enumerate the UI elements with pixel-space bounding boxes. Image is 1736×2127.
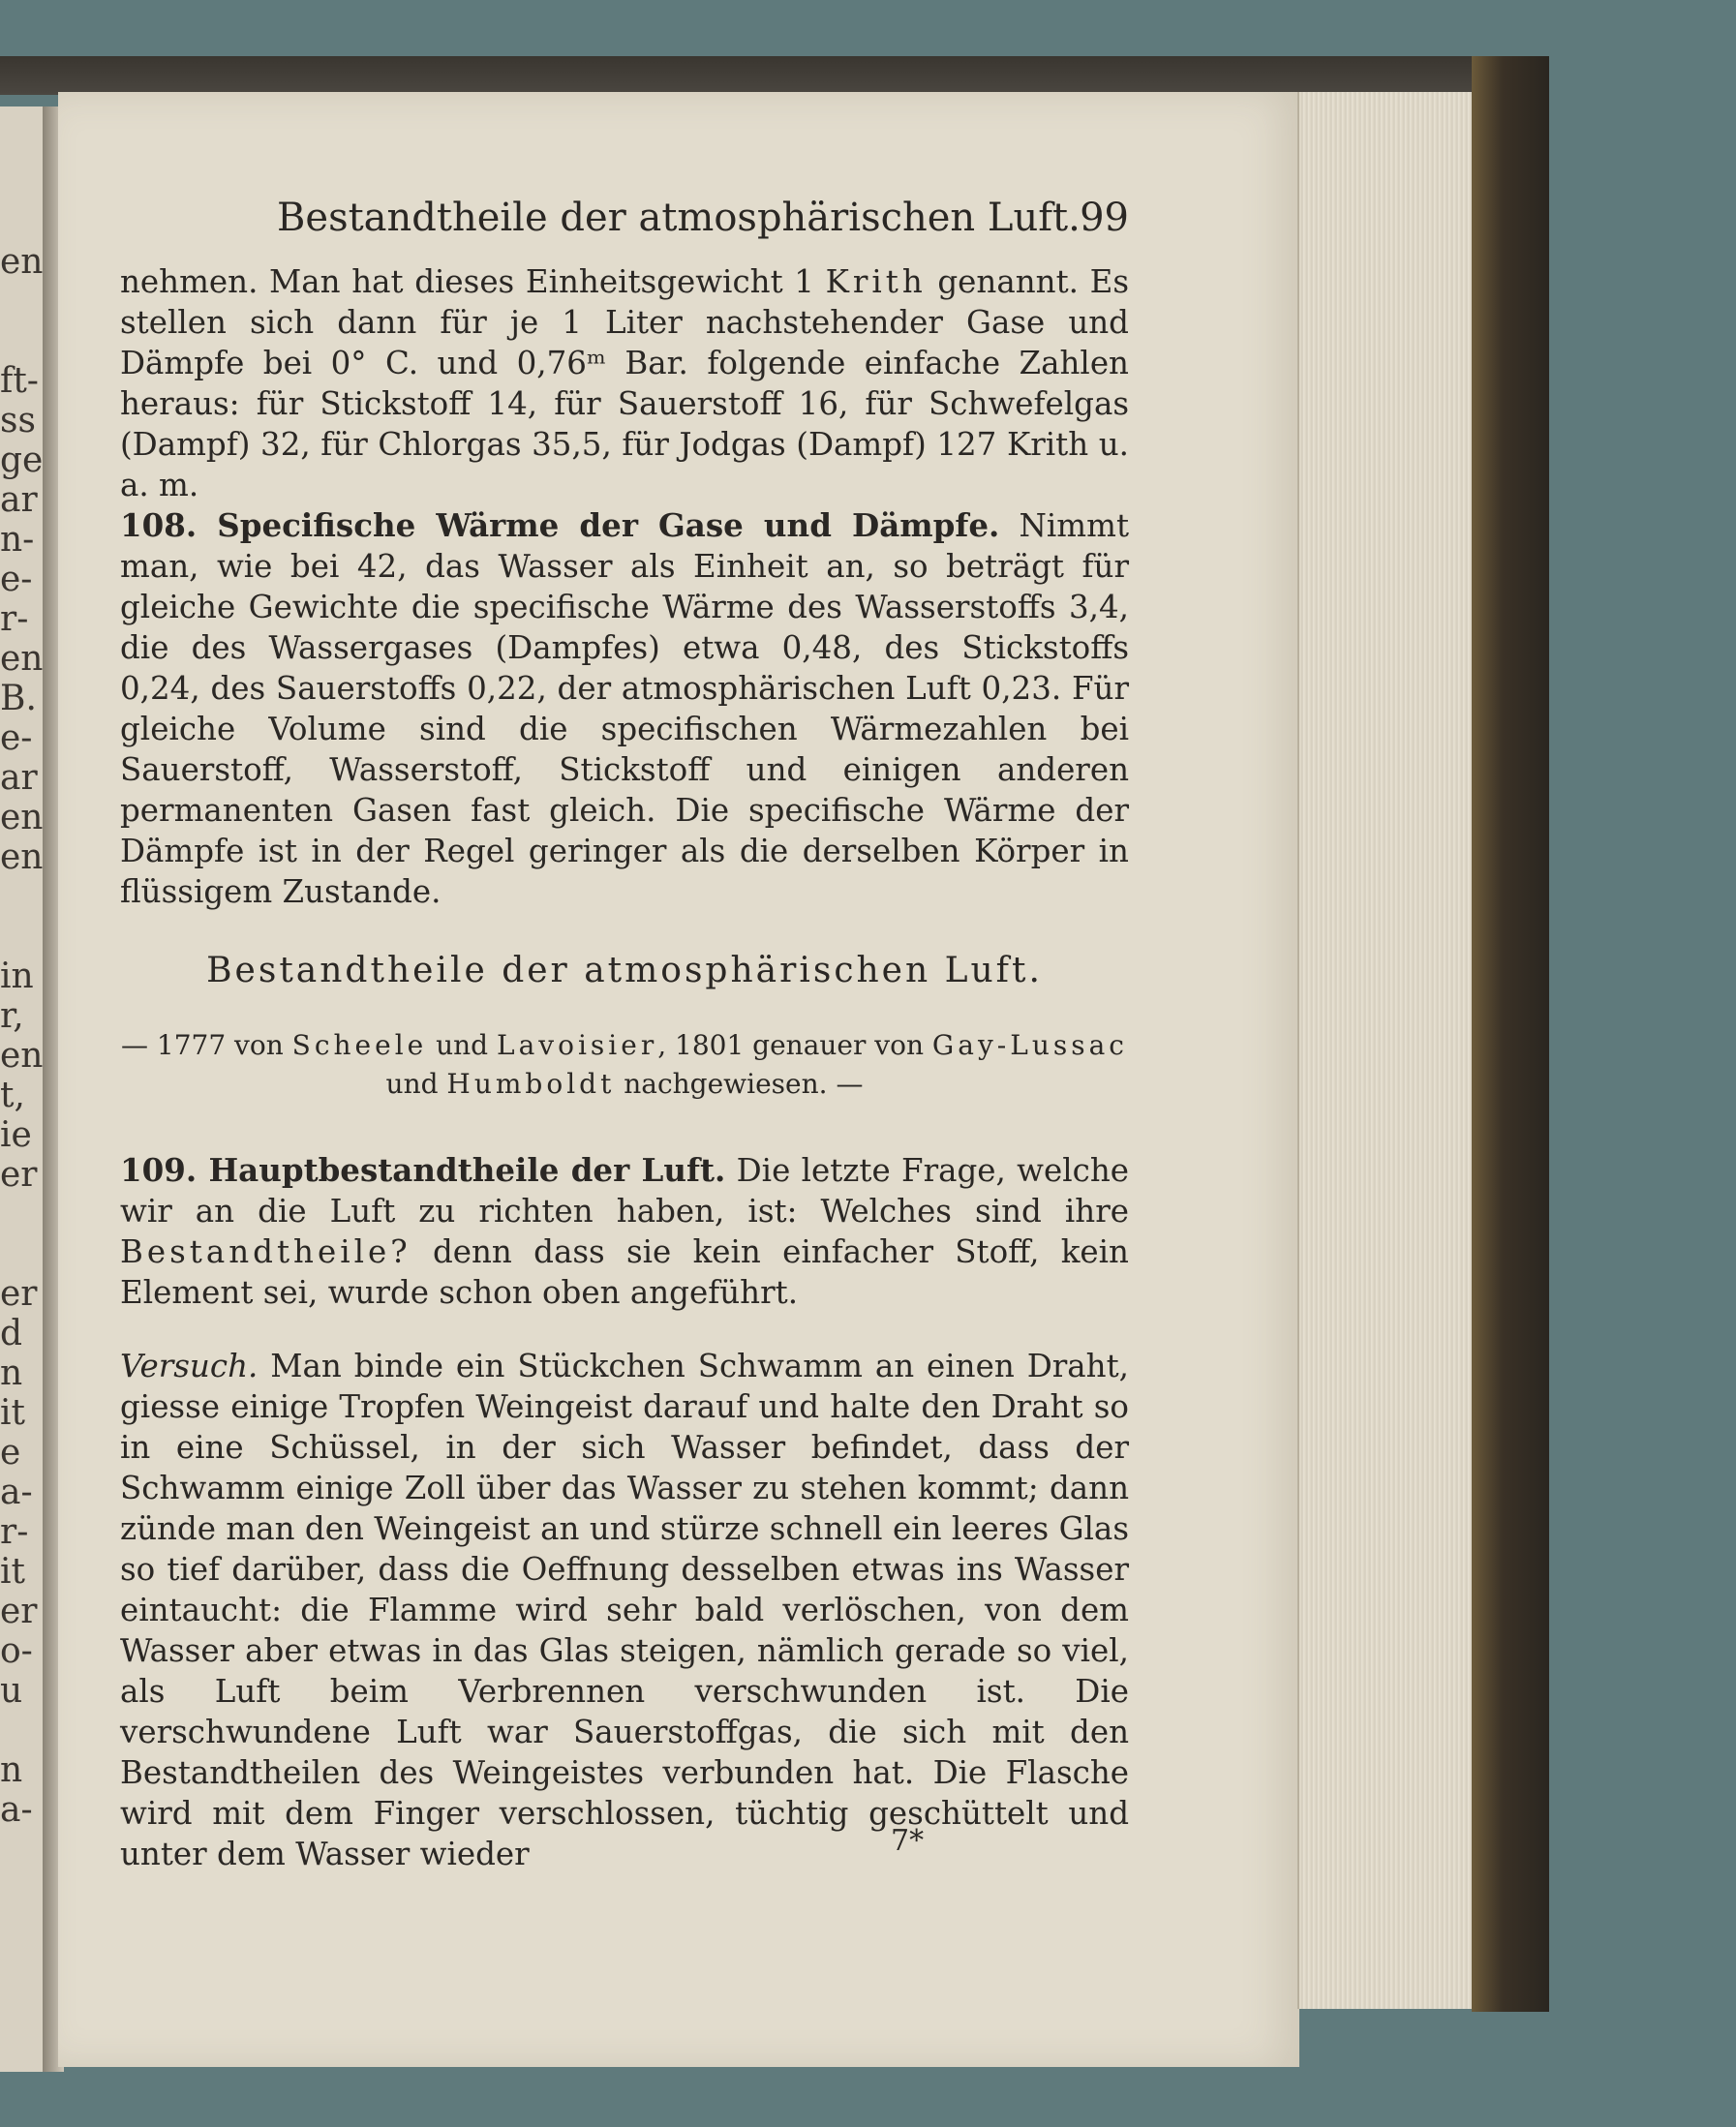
page-edges	[1297, 92, 1474, 2009]
left-page-fragment: o-	[0, 1631, 33, 1671]
paragraph-109-body: denn dass sie kein einfacher Stoff, kein Element sei, wurde schon oben angeführt.	[120, 1233, 1129, 1311]
left-page-fragment: B.	[0, 679, 37, 718]
section-subtitle-line-2	[120, 1065, 1129, 1104]
left-page-fragment	[0, 1195, 46, 1234]
subtitle-text: , 1801 genauer von	[657, 1029, 932, 1061]
section-title: Bestandtheile der atmosphärischen Luft.	[206, 951, 1043, 990]
left-page-fragment: n	[0, 1353, 23, 1393]
running-header-title: Bestandtheile der atmosphärischen Luft.	[277, 196, 1081, 240]
left-page-fragment: en	[0, 639, 44, 679]
name-lavoisier: Lavoisier	[497, 1029, 658, 1061]
left-page-fragment: ie	[0, 1115, 32, 1155]
unit-krith: Krith	[825, 263, 927, 300]
left-page-fragment: r,	[0, 996, 24, 1036]
spaced-word: Bestandtheile?	[120, 1233, 411, 1270]
book-cover-top	[0, 56, 1549, 95]
left-page-fragment: e-	[0, 560, 33, 599]
left-page-fragment: e	[0, 1433, 21, 1473]
subtitle-text: nachgewiesen. —	[615, 1068, 864, 1100]
left-page-fragment	[0, 282, 46, 321]
versuch-body: Man binde ein Stückchen Schwamm an einen Draht, giesse einige Tropfen Weingeist darauf und halte den Draht so in eine Schüssel, in der sich Wasser befindet, dass der Schwamm einige Zoll über das Wasser zu stehen kommt; dann zünde man den Weingeist an und stürze schnell ein leeres Glas so tief darüber, dass die Oeffnung desselben etwas ins Wasser eintaucht: die Flamme wird sehr bald verlöschen, von dem Wasser aber etwas in das Glas steigen, nämlich gerade so viel, als Luft beim Verbrennen verschwunden ist. Die verschwundene Luft war Sauerstoffgas, die sich mit den Bestandtheilen des Weingeistes verbunden hat. Die Flasche wird mit dem Finger verschlossen, tüchtig geschüttelt und unter dem Wasser wieder	[120, 1348, 1129, 1872]
left-page-fragment: ss	[0, 401, 36, 441]
subtitle-text: und	[427, 1029, 498, 1061]
left-page-fragment: it	[0, 1552, 25, 1592]
name-scheele: Scheele	[291, 1029, 428, 1061]
name-gay-lussac: Gay-Lussac	[931, 1029, 1128, 1061]
left-page-fragment	[0, 917, 46, 957]
versuch-label: Versuch.	[120, 1348, 259, 1384]
left-page-fragment: a-	[0, 1473, 33, 1512]
left-page-fragment: n-	[0, 520, 35, 560]
paragraph-versuch	[120, 1346, 1129, 1874]
signature-mark: 7*	[891, 1824, 925, 1858]
left-page-fragment: r-	[0, 1512, 29, 1552]
left-page-fragment	[0, 1711, 46, 1750]
left-page-text-fragments	[0, 242, 46, 1830]
paragraph-109	[120, 1150, 1129, 1313]
paragraph-text: nehmen. Man hat dieses Einheitsgewicht 1	[120, 263, 826, 300]
left-page-fragment: er	[0, 1274, 38, 1314]
running-header	[120, 194, 1129, 242]
left-page-fragment: en	[0, 798, 44, 837]
left-page-fragment: ge	[0, 441, 44, 480]
section-subtitle	[120, 1026, 1129, 1104]
left-page-fragment: n	[0, 1750, 23, 1790]
paragraph-108	[120, 505, 1129, 912]
left-page-fragment: e-	[0, 718, 33, 758]
subtitle-text: — 1777 von	[120, 1029, 292, 1061]
left-page-fragment: en	[0, 242, 44, 282]
left-page-fragment: ar	[0, 758, 38, 798]
paragraph-continuation	[120, 261, 1129, 505]
left-page-fragment: a-	[0, 1790, 33, 1830]
left-page-fragment: er	[0, 1592, 38, 1631]
left-page-fragment: en	[0, 837, 44, 877]
left-page-fragment	[0, 1234, 46, 1274]
paragraph-108-heading: 108. Specifische Wärme der Gase und Dämpfe.	[120, 506, 1000, 544]
paragraph-108-body: Nimmt man, wie bei 42, das Wasser als Einheit an, so beträgt für gleiche Gewichte die specifische Wärme des Wasserstoffs 3,4, die des Wassergases (Dampfes) etwa 0,48, des Stickstoffs 0,24, des Sauerstoffs 0,22, der atmosphärischen Luft 0,23. Für gleiche Volume sind die specifischen Wärmezahlen bei Sauerstoff, Wasserstoff, Stickstoff und einigen anderen permanenten Gasen fast gleich. Die specifische Wärme der Dämpfe ist in der Regel geringer als die derselben Körper in flüssigem Zustande.	[120, 507, 1130, 910]
left-page-fragment: in	[0, 957, 34, 996]
left-page-fragment: en	[0, 1036, 44, 1076]
name-humboldt: Humboldt	[446, 1068, 616, 1100]
left-page-fragment	[0, 877, 46, 917]
paragraph-text: genannt. Es stellen sich dann für je 1 Liter nachstehender Gase und Dämpfe bei 0° C. und 0,76ᵐ Bar. folgende einfache Zahlen heraus: für Stickstoff 14, für Sauerstoff 16, für Schwefelgas (Dampf) 32, für Chlorgas 35,5, für Jodgas (Dampf) 127 Krith u. a. m.	[120, 263, 1129, 503]
left-page-fragment: r-	[0, 599, 29, 639]
page-number: 99	[1080, 196, 1129, 240]
left-page-fragment: it	[0, 1393, 25, 1433]
section-subtitle-line-1	[120, 1026, 1129, 1065]
left-page-fragment: d	[0, 1314, 23, 1353]
left-page-fragment: er	[0, 1155, 38, 1195]
subtitle-text: und	[385, 1068, 447, 1100]
book-cover-edge	[1472, 56, 1549, 2012]
left-page-fragment	[0, 321, 46, 361]
paragraph-109-heading: 109. Hauptbestandtheile der Luft.	[120, 1151, 726, 1189]
left-page-fragment: u	[0, 1671, 23, 1711]
left-page-fragment: ar	[0, 480, 38, 520]
paragraph-109-body: Die letzte Frage, welche wir an die Luft zu richten haben, ist: Welches sind ihre	[120, 1152, 1129, 1230]
left-page-fragment: ft-	[0, 361, 39, 401]
left-page-fragment: t,	[0, 1076, 25, 1115]
